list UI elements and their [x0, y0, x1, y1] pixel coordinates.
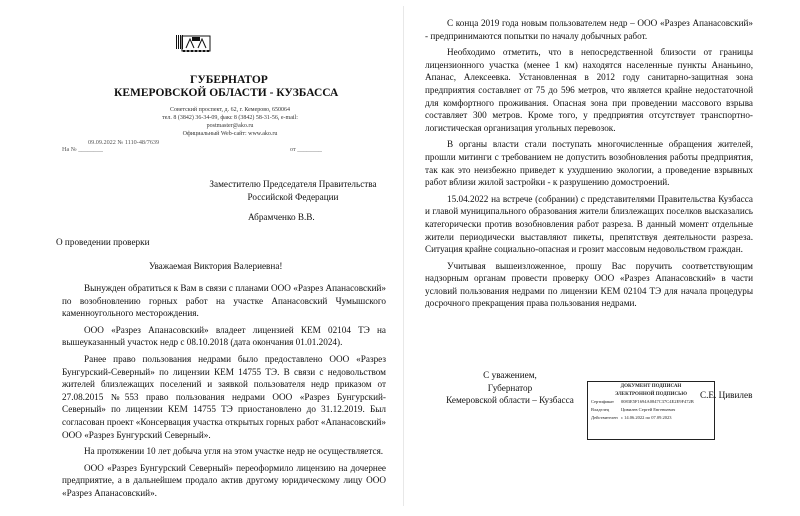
right-paragraph-4: 15.04.2022 на встрече (собрании) с представителями Правительства Кузбасса и главой муниципального образования жители близлежащих поселков высказались категорически против возобновления работ разреза. В данный момент отдельные жители периодически выставляют пикеты, препятствуя деятельности разреза. Ситуация крайне социально-опасная и грозит массовым недовольством граждан. — [425, 193, 753, 255]
addressee-line1: Заместителю Председателя Правительства — [209, 179, 377, 189]
stamp-header-1: ДОКУМЕНТ ПОДПИСАН — [620, 384, 682, 389]
reg-ref-right: от ________ — [290, 146, 323, 153]
left-paragraph-1: Вынужден обратиться к Вам в связи с планами ООО «Разрез Апанасовский» по возобновлению горных работ на участке Апанасовский Чумышского каменноугольного месторождения. — [62, 283, 386, 319]
stamp-valid-label: Действителен — [591, 415, 618, 420]
left-paragraph-2: ООО «Разрез Апанасовский» владеет лицензией КЕМ 02104 ТЭ на вышеуказанный участок недр с 08.10.2018 (дата окончания 01.01.2024). — [62, 324, 386, 348]
page-divider — [403, 6, 404, 506]
stamp-header-2: ЭЛЕКТРОННОЙ ПОДПИСЬЮ — [614, 392, 688, 397]
stamp-owner-row — [588, 406, 714, 414]
header-website: Официальный Web-сайт: www.ako.ru — [182, 131, 278, 137]
letter-subject: О проведении проверки — [56, 237, 150, 247]
header-title: ГУБЕРНАТОР — [190, 74, 268, 86]
stamp-owner-value: Цивилев Сергей Евгеньевич — [621, 407, 676, 412]
stamp-valid-value: с 14.06.2022 по 07.09.2023 — [621, 415, 672, 420]
left-paragraph-5: ООО «Разрез Бунгурский Северный» переоформило лицензию на дочернее предприятие, а в дальнейшем продало актив другому юридическому лицу ООО «Разрез Апанасовский». — [62, 462, 386, 498]
reg-number: 09.09.2022 № 1110-48/7639 — [88, 139, 160, 146]
header-address: Советский проспект, д. 62, г. Кемерово, 650064 — [169, 107, 291, 113]
stamp-cert-row — [588, 398, 714, 406]
right-body — [425, 17, 753, 310]
reg-ref-left: На № ________ — [62, 146, 103, 153]
stamp-cert-value: 0083E5F1694A0847C37C4E2E9F472B — [621, 399, 694, 404]
right-paragraph-5: Учитывая вышеизложенное, прошу Вас поручить соответствующим надзорным органам провести проверку ООО «Разрез Апанасовский» в части условий пользования недрами по лицензии КЕМ 02104 ТЭ для начала процедуры досрочного прекращения права пользования недрами. — [425, 260, 753, 309]
addressee-block — [198, 178, 388, 203]
stamp-valid-row — [588, 414, 714, 422]
header-phone: тел. 8 (3842) 36-34-09, факс 8 (3842) 58-31-56, e-mail: postmaster@ako.ru — [162, 115, 298, 129]
right-paragraph-2: Необходимо отметить, что в непосредственной близости от границы лицензионного участка (менее 1 км) находятся населенные пункты Ананьино, Апанас, Алексеевка. Установленная в 2012 году санитарно-защитная зона предприятия составляет от 75 до 596 метров, что является крайне недостаточной для комфортного проживания. Опасная зона при проведении массового взрыва составляет 300 метров. Кроме того, у предприятия отсутствует транспортно-логистическая организация угольных перевозок. — [425, 47, 753, 133]
right-paragraph-3: В органы власти стали поступать многочисленные обращения жителей, прошли митинги с требованием не допустить возобновления работы предприятия, так как это неизбежно приведет к ухудшению экологии, а проведение взрывных работ вблизи жилой застройки - к разрушению домостроений. — [425, 139, 753, 188]
left-paragraph-3: Ранее право пользования недрами было предоставлено ООО «Разрез Бунгурский-Северный» по лицензии КЕМ 14755 ТЭ. В связи с недовольством жителей близлежащих поселений и заявкой пользователя недр приказом от 27.08.2015 №553 право пользования недрами ООО «Разрез Бунгурский-Северный» по лицензии КЕМ 14755 ТЭ приостановлено до 31.12.2019. Был согласован проект «Консервация участка открытых горных работ «Апанасовский» ООО «Разрез Бунгурский Северный». — [62, 353, 386, 440]
header-contacts — [145, 106, 315, 138]
addressee-name: Абрамченко В.В. — [248, 212, 315, 222]
left-body — [62, 282, 386, 500]
stamp-cert-label: Сертификат — [591, 399, 614, 404]
signature-region: Кемеровской области – Кузбасса — [446, 395, 574, 406]
stamp-owner-label: Владелец — [591, 407, 610, 412]
coat-of-arms-icon — [180, 34, 212, 54]
signature-name: С.Е. Цивилев — [700, 390, 753, 400]
header-subtitle: КЕМЕРОВСКОЙ ОБЛАСТИ - КУЗБАССА — [114, 87, 339, 99]
addressee-line2: Российской Федерации — [247, 191, 339, 202]
signature-block — [440, 369, 580, 407]
left-paragraph-4: На протяжении 10 лет добыча угля на этом участке недр не осуществляется. — [84, 446, 384, 457]
right-paragraph-1: С конца 2019 года новым пользователем недр – ООО «Разрез Апанасовский» - предпринимаются попытки по началу добычных работ. — [425, 18, 753, 41]
signature-regards: С уважением, — [483, 370, 537, 380]
signature-title: Губернатор — [487, 382, 533, 393]
e-signature-stamp — [587, 381, 715, 440]
letter-salutation: Уважаемая Виктория Валериевна! — [149, 261, 283, 271]
